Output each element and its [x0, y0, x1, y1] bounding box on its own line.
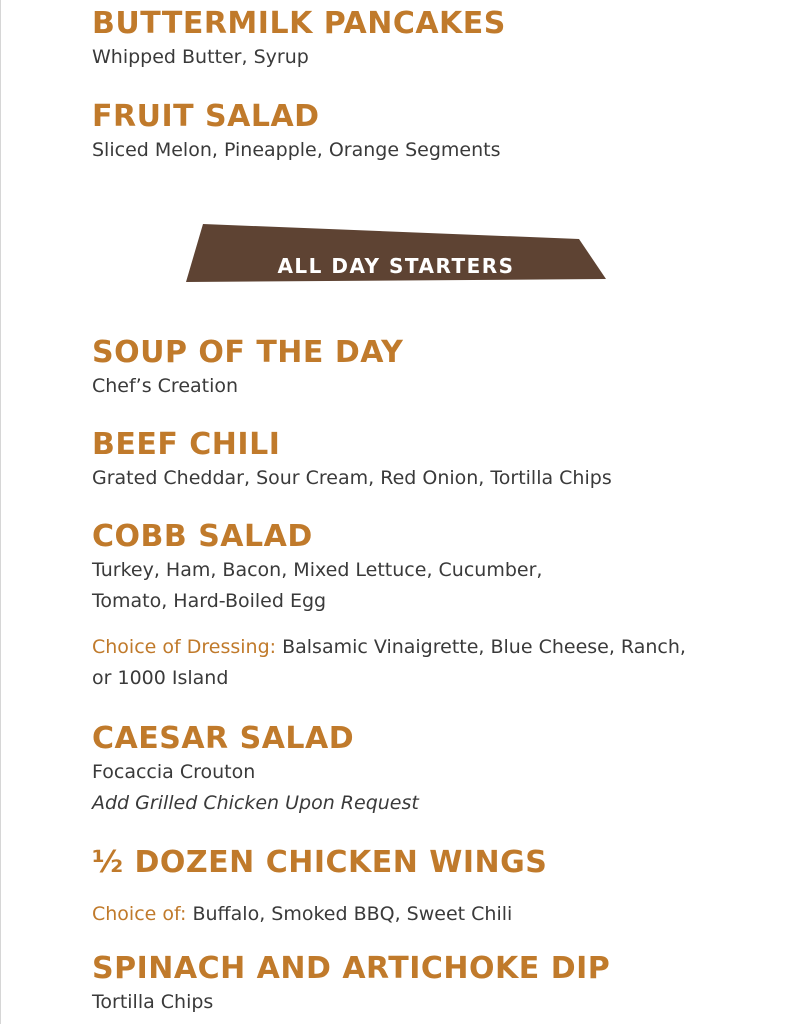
menu-item-buttermilk-pancakes — [92, 6, 752, 73]
page-left-border — [0, 0, 1, 1024]
menu-item-title: BUTTERMILK PANCAKES — [92, 6, 506, 41]
dressing-choice — [92, 632, 752, 663]
menu-item-description: Focaccia Crouton — [92, 761, 256, 783]
choice-label: Choice of: — [92, 903, 187, 925]
menu-item-note: Add Grilled Chicken Upon Request — [92, 792, 419, 814]
menu-item-title: CAESAR SALAD — [92, 721, 355, 756]
menu-item-cobb-salad — [92, 519, 752, 694]
menu-item-title: BEEF CHILI — [92, 427, 281, 462]
menu-item-soup-of-the-day — [92, 335, 752, 402]
menu-item-beef-chili — [92, 427, 752, 494]
choice-options: Buffalo, Smoked BBQ, Sweet Chili — [186, 903, 513, 925]
menu-item-title: ½ DOZEN CHICKEN WINGS — [92, 845, 548, 880]
menu-item-description: Turkey, Ham, Bacon, Mixed Lettuce, Cucumber, — [92, 559, 543, 581]
section-banner-all-day-starters — [186, 224, 606, 282]
dressing-choice-continued: or 1000 Island — [92, 667, 229, 689]
sauce-choice — [92, 899, 752, 930]
menu-item-title: SPINACH AND ARTICHOKE DIP — [92, 951, 611, 986]
choice-label: Choice of Dressing: — [92, 636, 277, 658]
menu-item-description: Grated Cheddar, Sour Cream, Red Onion, Tortilla Chips — [92, 467, 612, 489]
menu-item-fruit-salad — [92, 99, 752, 166]
menu-item-chicken-wings — [92, 845, 752, 930]
menu-item-spinach-artichoke-dip — [92, 951, 752, 1018]
menu-item-description: Sliced Melon, Pineapple, Orange Segments — [92, 139, 501, 161]
menu-item-title: COBB SALAD — [92, 519, 313, 554]
menu-item-description: Tortilla Chips — [92, 991, 214, 1013]
menu-page — [92, 0, 752, 1024]
menu-item-description: Whipped Butter, Syrup — [92, 46, 309, 68]
menu-item-title: FRUIT SALAD — [92, 99, 320, 134]
menu-item-title: SOUP OF THE DAY — [92, 335, 404, 370]
section-title: ALL DAY STARTERS — [277, 254, 515, 278]
menu-item-description: Chef’s Creation — [92, 375, 239, 397]
menu-item-description: Tomato, Hard-Boiled Egg — [92, 590, 327, 612]
menu-item-caesar-salad — [92, 721, 752, 819]
choice-options: Balsamic Vinaigrette, Blue Cheese, Ranch, — [276, 636, 686, 658]
